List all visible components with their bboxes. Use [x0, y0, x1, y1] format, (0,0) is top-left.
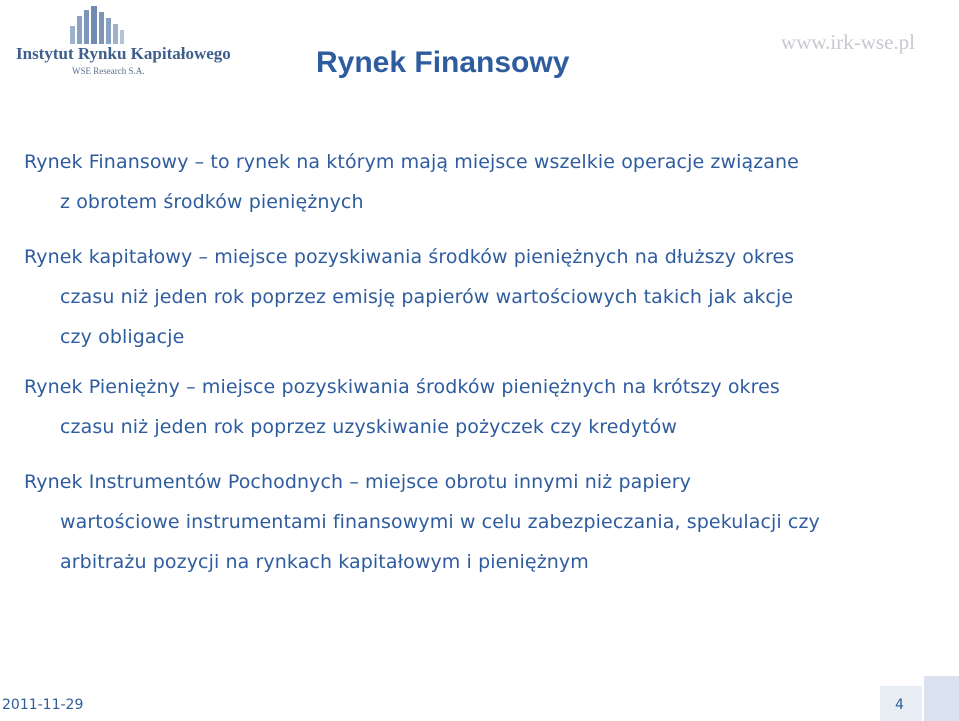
- page-number: 4: [895, 697, 904, 713]
- slide-title: Rynek Finansowy: [316, 46, 570, 79]
- city-skyline-icon: [10, 4, 190, 48]
- logo-name: Instytut Rynku Kapitałowego: [16, 44, 231, 63]
- paragraph-rynek-pieniezny: [24, 371, 934, 451]
- paragraph-line: z obrotem środków pieniężnych: [60, 191, 364, 213]
- paragraph-line: czasu niż jeden rok poprzez uzyskiwanie pożyczek czy kredytów: [60, 416, 678, 438]
- website-url: www.irk-wse.pl: [781, 30, 915, 54]
- slide-content: [24, 146, 934, 586]
- paragraph-line: Rynek kapitałowy – miejsce pozyskiwania środków pieniężnych na dłuższy okres: [24, 246, 795, 268]
- paragraph-line: czasu niż jeden rok poprzez emisję papierów wartościowych takich jak akcje: [60, 286, 794, 308]
- paragraph-line: Rynek Pieniężny – miejsce pozyskiwania środków pieniężnych na krótszy okres: [24, 376, 780, 398]
- paragraph-rynek-kapitalowy: [24, 241, 934, 361]
- paragraph-line: Rynek Instrumentów Pochodnych – miejsce obrotu innymi niż papiery: [24, 471, 691, 493]
- paragraph-line: czy obligacje: [60, 326, 185, 348]
- paragraph-rynek-finansowy: [24, 146, 934, 226]
- paragraph-line: arbitrażu pozycji na rynkach kapitałowym i pieniężnym: [60, 551, 589, 573]
- paragraph-line: wartościowe instrumentami finansowymi w celu zabezpieczania, spekulacji czy: [60, 511, 820, 533]
- logo-subtitle: WSE Research S.A.: [72, 66, 145, 76]
- footer-date: 2011-11-29: [2, 697, 84, 713]
- paragraph-line: Rynek Finansowy – to rynek na którym mają miejsce wszelkie operacje związane: [24, 151, 799, 173]
- corner-decoration: [924, 676, 959, 721]
- paragraph-rynek-instrumentow-pochodnych: [24, 466, 934, 586]
- irk-logo: [10, 4, 231, 84]
